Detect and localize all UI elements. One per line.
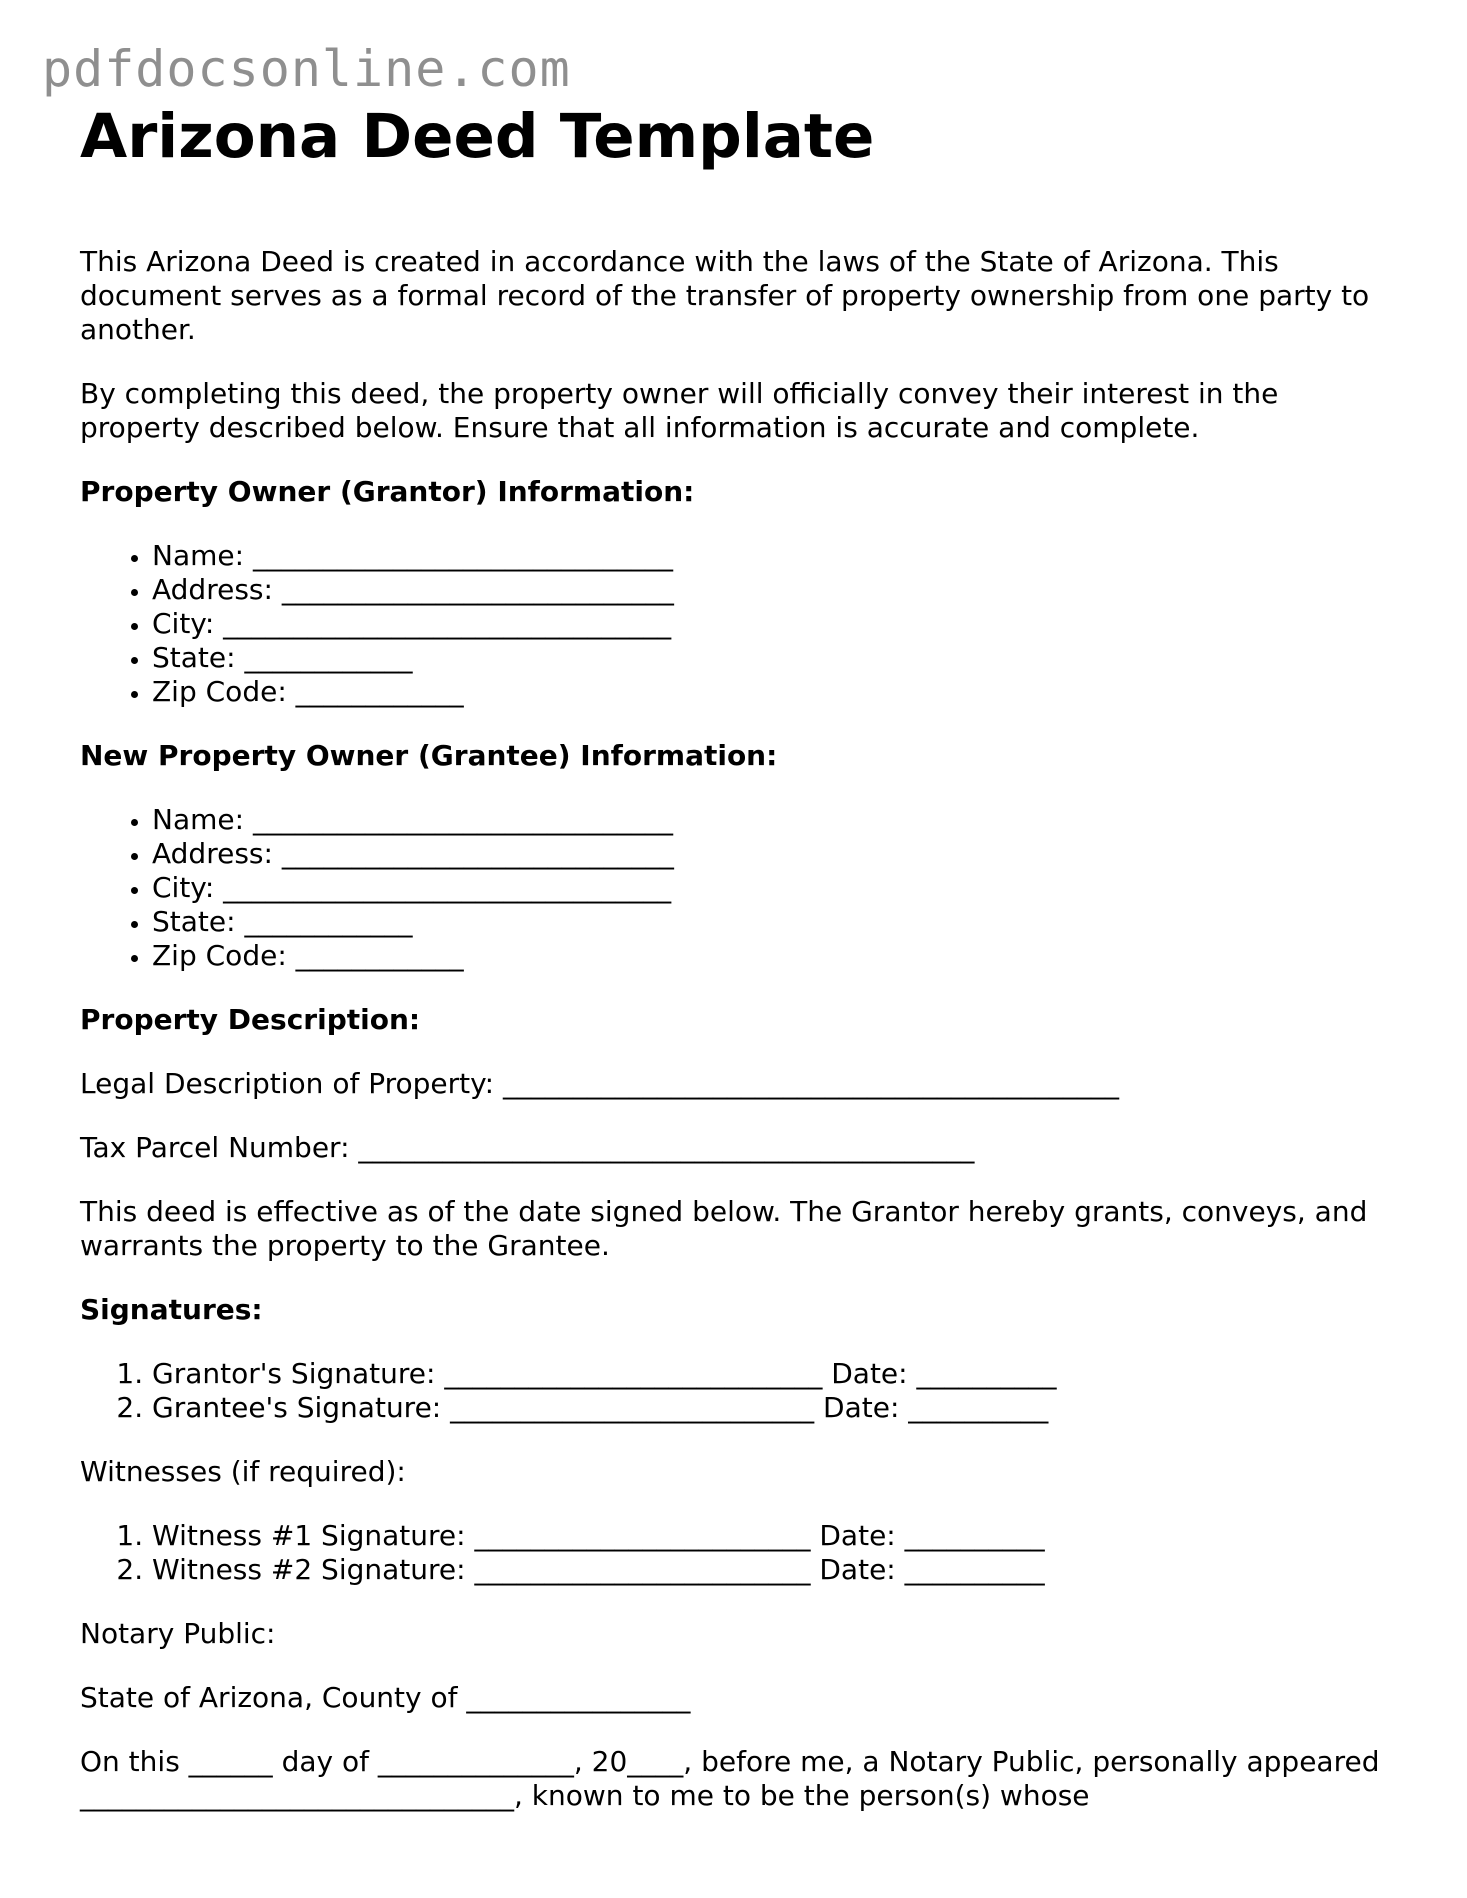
grantee-fields-list	[80, 803, 1400, 973]
notary-county-field: State of Arizona, County of ________________	[80, 1681, 691, 1715]
witnesses-label: Witnesses (if required):	[80, 1455, 406, 1489]
witness-2-signature-line: 2. Witness #2 Signature: ________________________ Date: __________	[152, 1553, 1400, 1587]
signatures-heading: Signatures:	[80, 1293, 263, 1327]
grantee-signature-line: 2. Grantee's Signature: __________________________ Date: __________	[152, 1391, 1400, 1425]
intro-paragraph-2: By completing this deed, the property owner will officially convey their interest in the property described below. Ensure that all information is accurate and complete.	[80, 377, 1279, 445]
notary-statement: On this ______ day of ______________, 20____, before me, a Notary Public, personally appeared _______________________________, known to me to be the person(s) whose	[80, 1745, 1380, 1813]
tax-parcel-field: Tax Parcel Number: ____________________________________________	[80, 1131, 975, 1165]
grantor-name-field: • Name: ______________________________	[152, 539, 1400, 573]
page-title: Arizona Deed Template	[80, 101, 875, 172]
grantor-heading: Property Owner (Grantor) Information:	[80, 475, 695, 509]
signatures-list	[80, 1357, 1400, 1425]
grantee-heading: New Property Owner (Grantee) Information:	[80, 739, 778, 773]
grantor-state-field: • State: ____________	[152, 641, 1400, 675]
property-heading: Property Description:	[80, 1003, 421, 1037]
grantee-zip-field: • Zip Code: ____________	[152, 939, 1400, 973]
grantee-state-field: • State: ____________	[152, 905, 1400, 939]
witness-1-signature-line: 1. Witness #1 Signature: ________________________ Date: __________	[152, 1519, 1400, 1553]
witnesses-list	[80, 1519, 1400, 1587]
watermark: pdfdocsonline.com	[42, 40, 571, 98]
grantor-fields-list	[80, 539, 1400, 709]
legal-description-field: Legal Description of Property: ____________________________________________	[80, 1067, 1119, 1101]
grantee-name-field: • Name: ______________________________	[152, 803, 1400, 837]
grantor-address-field: • Address: ____________________________	[152, 573, 1400, 607]
grantor-city-field: • City: ________________________________	[152, 607, 1400, 641]
effective-statement: This deed is effective as of the date signed below. The Grantor hereby grants, conveys, and warrants the property to the Grantee.	[80, 1195, 1368, 1263]
intro-paragraph-1: This Arizona Deed is created in accordance with the laws of the State of Arizona. This document serves as a formal record of the transfer of property ownership from one party to another.	[80, 245, 1370, 347]
document-page	[80, 100, 1400, 1813]
grantor-zip-field: • Zip Code: ____________	[152, 675, 1400, 709]
grantee-address-field: • Address: ____________________________	[152, 837, 1400, 871]
notary-label: Notary Public:	[80, 1617, 276, 1651]
grantee-city-field: • City: ________________________________	[152, 871, 1400, 905]
grantor-signature-line: 1. Grantor's Signature: ___________________________ Date: __________	[152, 1357, 1400, 1391]
